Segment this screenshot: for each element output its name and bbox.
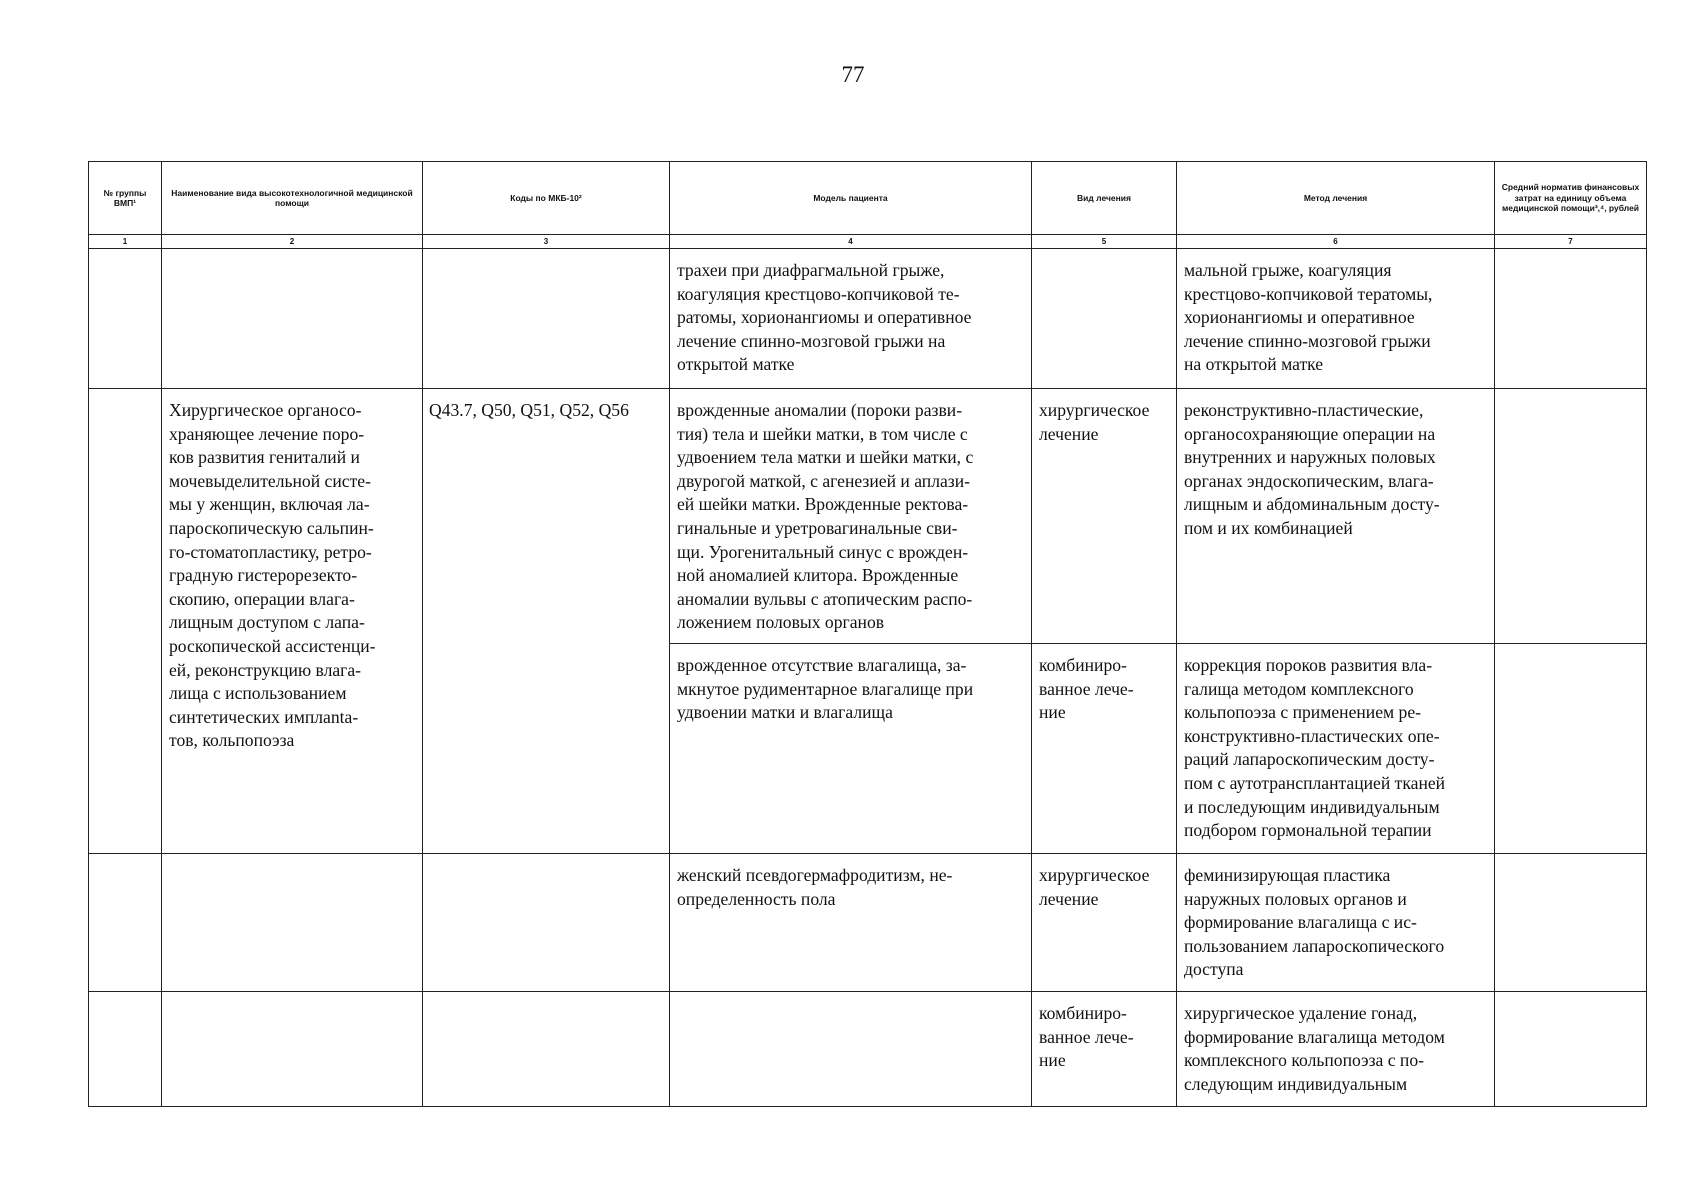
header-treatment-method: Метод лечения	[1177, 162, 1495, 235]
header-care-name: Наименование вида высокотехнологичной медицинской помощи	[162, 162, 423, 235]
patient-model-text: трахеи при диафрагмальной грыже, коагуляция крестцово-копчиковой те- ратомы, хорионангиомы и оперативное лечение спинно-мозговой грыжи на открытой матке	[677, 260, 972, 375]
cost-cell	[1495, 644, 1647, 854]
treatment-type-text: комбиниро- ванное лече- ние	[1039, 655, 1134, 723]
icd-codes-cell	[423, 854, 670, 992]
treatment-type-cell	[1032, 992, 1177, 1107]
icd-codes-cell	[423, 992, 670, 1107]
header-cost-standard: Средний норматив финансовых затрат на единицу объема медицинской помощи³,⁴, рублей	[1495, 162, 1647, 235]
group-number-cell	[89, 992, 162, 1107]
page-number: 77	[841, 62, 865, 87]
column-number: 1	[89, 235, 162, 249]
cost-cell	[1495, 992, 1647, 1107]
icd-codes-cell	[423, 249, 670, 389]
treatment-method-cell	[1177, 389, 1495, 644]
patient-model-text: врожденное отсутствие влагалища, за- мкнутое рудиментарное влагалище при удвоении матки и влагалища	[677, 655, 974, 723]
column-number: 6	[1177, 235, 1495, 249]
column-number: 4	[670, 235, 1032, 249]
column-number: 7	[1495, 235, 1647, 249]
treatment-method-text: феминизирующая пластика наружных половых органов и формирование влагалища с ис- пользованием лапароскопического доступа	[1184, 865, 1445, 980]
treatment-method-cell	[1177, 249, 1495, 389]
treatment-type-cell	[1032, 249, 1177, 389]
group-number-cell	[89, 249, 162, 389]
treatment-method-text: коррекция пороков развития вла- галища методом комплексного кольпопоэза с применением ре- конструктивно-пластических опе- раций лапароскопическим досту- пом с аутотрансплантацией тканей и последующим индивидуальным подбором гормональной терапии	[1184, 655, 1446, 841]
header-patient-model: Модель пациента	[670, 162, 1032, 235]
patient-model-cell	[670, 249, 1032, 389]
treatment-method-cell	[1177, 992, 1495, 1107]
medical-care-table	[88, 161, 1647, 1107]
table-row	[89, 992, 1647, 1107]
patient-model-cell	[670, 992, 1032, 1107]
table-row	[89, 854, 1647, 992]
treatment-type-cell	[1032, 389, 1177, 644]
header-treatment-type: Вид лечения	[1032, 162, 1177, 235]
cost-cell	[1495, 854, 1647, 992]
header-row	[89, 162, 1647, 235]
treatment-method-cell	[1177, 644, 1495, 854]
care-name-cell	[162, 854, 423, 992]
group-number-cell	[89, 854, 162, 992]
treatment-method-text: мальной грыже, коагуляция крестцово-копчиковой тератомы, хорионангиомы и оперативное лечение спинно-мозговой грыжи на открытой матке	[1184, 260, 1433, 375]
cost-cell	[1495, 249, 1647, 389]
cost-cell	[1495, 389, 1647, 644]
treatment-method-cell	[1177, 854, 1495, 992]
treatment-type-text: хирургическое лечение	[1039, 865, 1150, 909]
icd-codes-text: Q43.7, Q50, Q51, Q52, Q56	[429, 400, 629, 420]
care-name-text: Хирургическое органосо- храняющее лечение поро- ков развития гениталий и мочевыделительной систе- мы у женщин, включая ла- пароскопическую сальпин- го-стоматопластику, ретро- градную гистерорезекто- скопию, операции влага- лищным доступом с лапа- роскопической ассистенци- ей, реконструкцию влага- лища с использованием синтетических имплanta- тов, кольпопоэза	[169, 400, 376, 751]
column-number: 2	[162, 235, 423, 249]
column-number-row	[89, 235, 1647, 249]
treatment-type-text: хирургическое лечение	[1039, 400, 1150, 444]
header-group-number: № группы ВМП¹	[89, 162, 162, 235]
patient-model-text: врожденные аномалии (пороки разви- тия) тела и шейки матки, в том числе с удвоением тела матки и шейки матки, с двурогой маткой, с агенезией и аплази- ей шейки матки. Врожденные ректова- гинальные и уретровагинальные сви- щи. Урогенитальный синус с врожден- ной аномалией клитора. Врожденные аномалии вульвы с атопическим распо- ложением половых органов	[677, 400, 974, 633]
patient-model-cell	[670, 644, 1032, 854]
patient-model-text: женский псевдогермафродитизм, не- определенность пола	[677, 865, 953, 909]
treatment-method-text: хирургическое удаление гонад, формирование влагалища методом комплексного кольпопоэза с по- следующим индивидуальным	[1184, 1003, 1445, 1094]
care-name-cell	[162, 992, 423, 1107]
column-number: 5	[1032, 235, 1177, 249]
treatment-method-text: реконструктивно-пластические, органосохраняющие операции на внутренних и наружных половых органах эндоскопическим, влага- лищным и абдоминальным досту- пом и их комбинацией	[1184, 400, 1440, 538]
care-name-cell	[162, 249, 423, 389]
table-row	[89, 249, 1647, 389]
table-row	[89, 389, 1647, 644]
treatment-type-text: комбиниро- ванное лече- ние	[1039, 1003, 1134, 1071]
header-icd-codes: Коды по МКБ-10²	[423, 162, 670, 235]
patient-model-cell	[670, 854, 1032, 992]
column-number: 3	[423, 235, 670, 249]
group-number-cell	[89, 389, 162, 854]
treatment-type-cell	[1032, 854, 1177, 992]
icd-codes-cell	[423, 389, 670, 854]
care-name-cell	[162, 389, 423, 854]
patient-model-cell	[670, 389, 1032, 644]
treatment-type-cell	[1032, 644, 1177, 854]
